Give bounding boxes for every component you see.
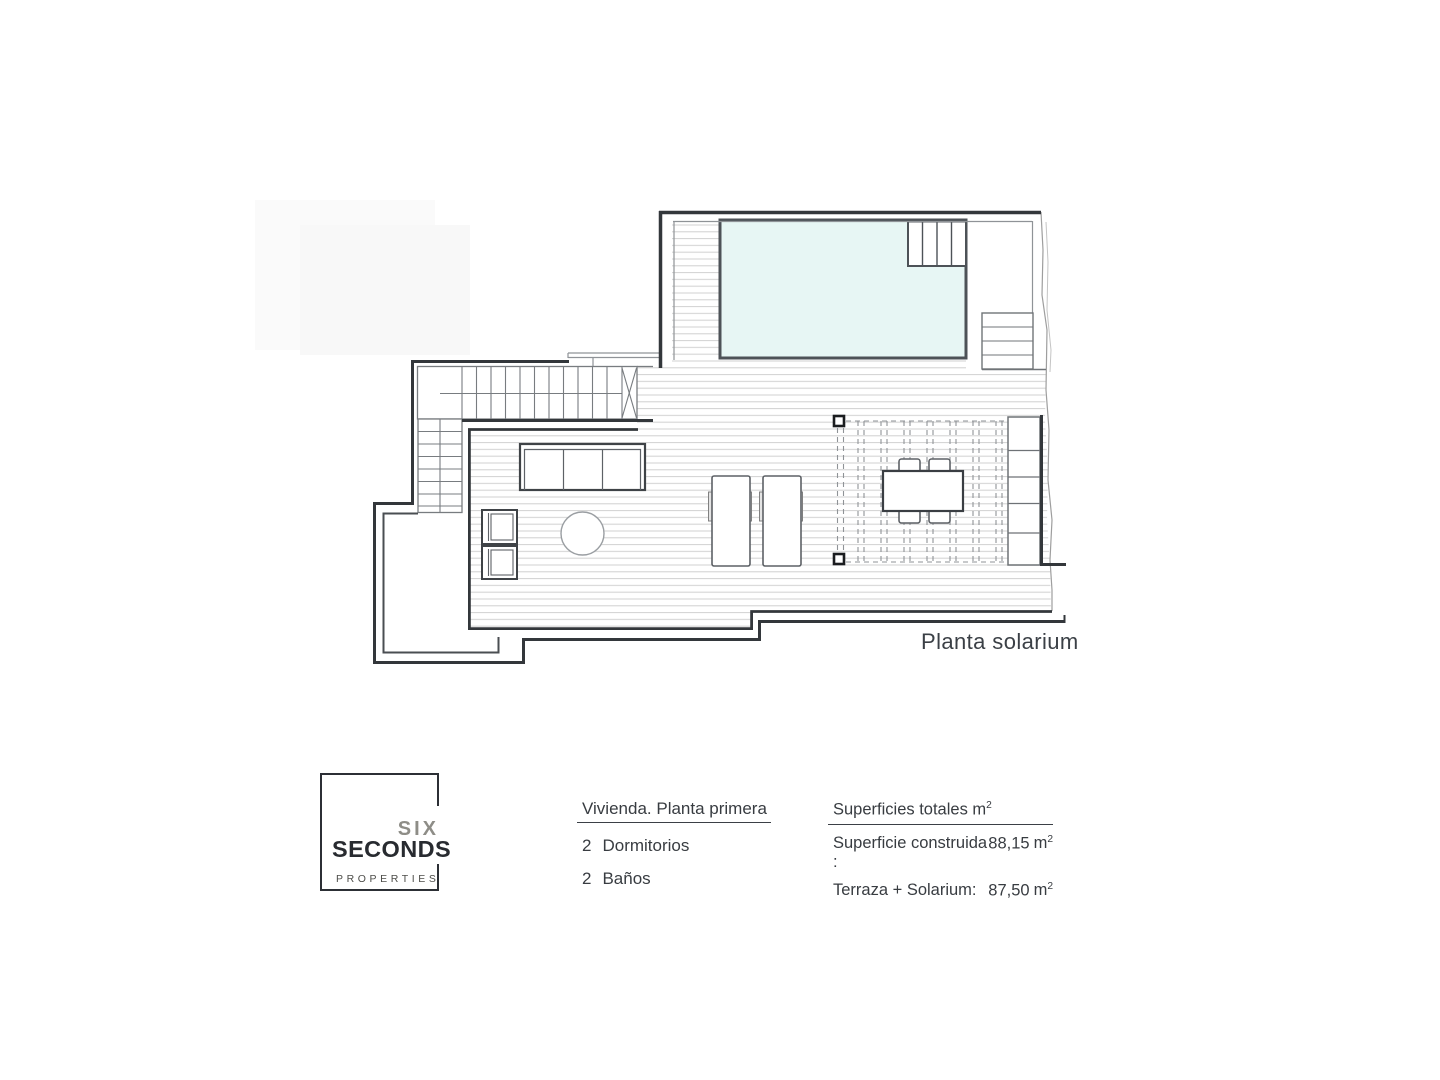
housing-legend: [577, 799, 771, 889]
watermark-blob: [255, 200, 470, 355]
terrace-area-row: [828, 881, 1053, 901]
bathrooms-label: Baños: [602, 869, 651, 888]
built-area-row: [828, 834, 1053, 872]
built-area-value: 88,15 $m^2$: [988, 833, 1053, 852]
legend-item-bathrooms: [577, 869, 771, 889]
round-table: [561, 512, 604, 555]
stairs-right: [982, 313, 1046, 370]
logo-word-seconds: SECONDS: [332, 836, 452, 862]
pool: [720, 220, 966, 358]
terrace-area-label: Terraza + Solarium:: [833, 880, 977, 899]
terrace-area-value: 87,50 $m^2$: [988, 880, 1053, 899]
bedrooms-count: 2: [582, 836, 592, 855]
logo-word-properties: PROPERTIES: [336, 873, 440, 885]
built-area-label: Superficie construida :: [833, 833, 988, 871]
logo-word-six: SIX: [397, 818, 439, 840]
planter-column: [1008, 415, 1042, 566]
bathrooms-count: 2: [582, 869, 592, 888]
housing-legend-title: Vivienda. Planta primera: [577, 799, 771, 823]
bedrooms-label: Dormitorios: [602, 836, 690, 855]
sofa: [520, 444, 645, 490]
areas-legend-title: Superficies totales $m^2$: [828, 800, 1053, 825]
stairs-lower: [418, 419, 462, 513]
areas-legend: [828, 800, 1053, 900]
pool-steps: [908, 222, 966, 267]
armchairs: [482, 510, 517, 579]
legend-item-bedrooms: [577, 836, 771, 856]
plan-title: Planta solarium: [921, 629, 1079, 654]
stairs-upper: [418, 367, 654, 420]
company-logo: [320, 773, 452, 891]
